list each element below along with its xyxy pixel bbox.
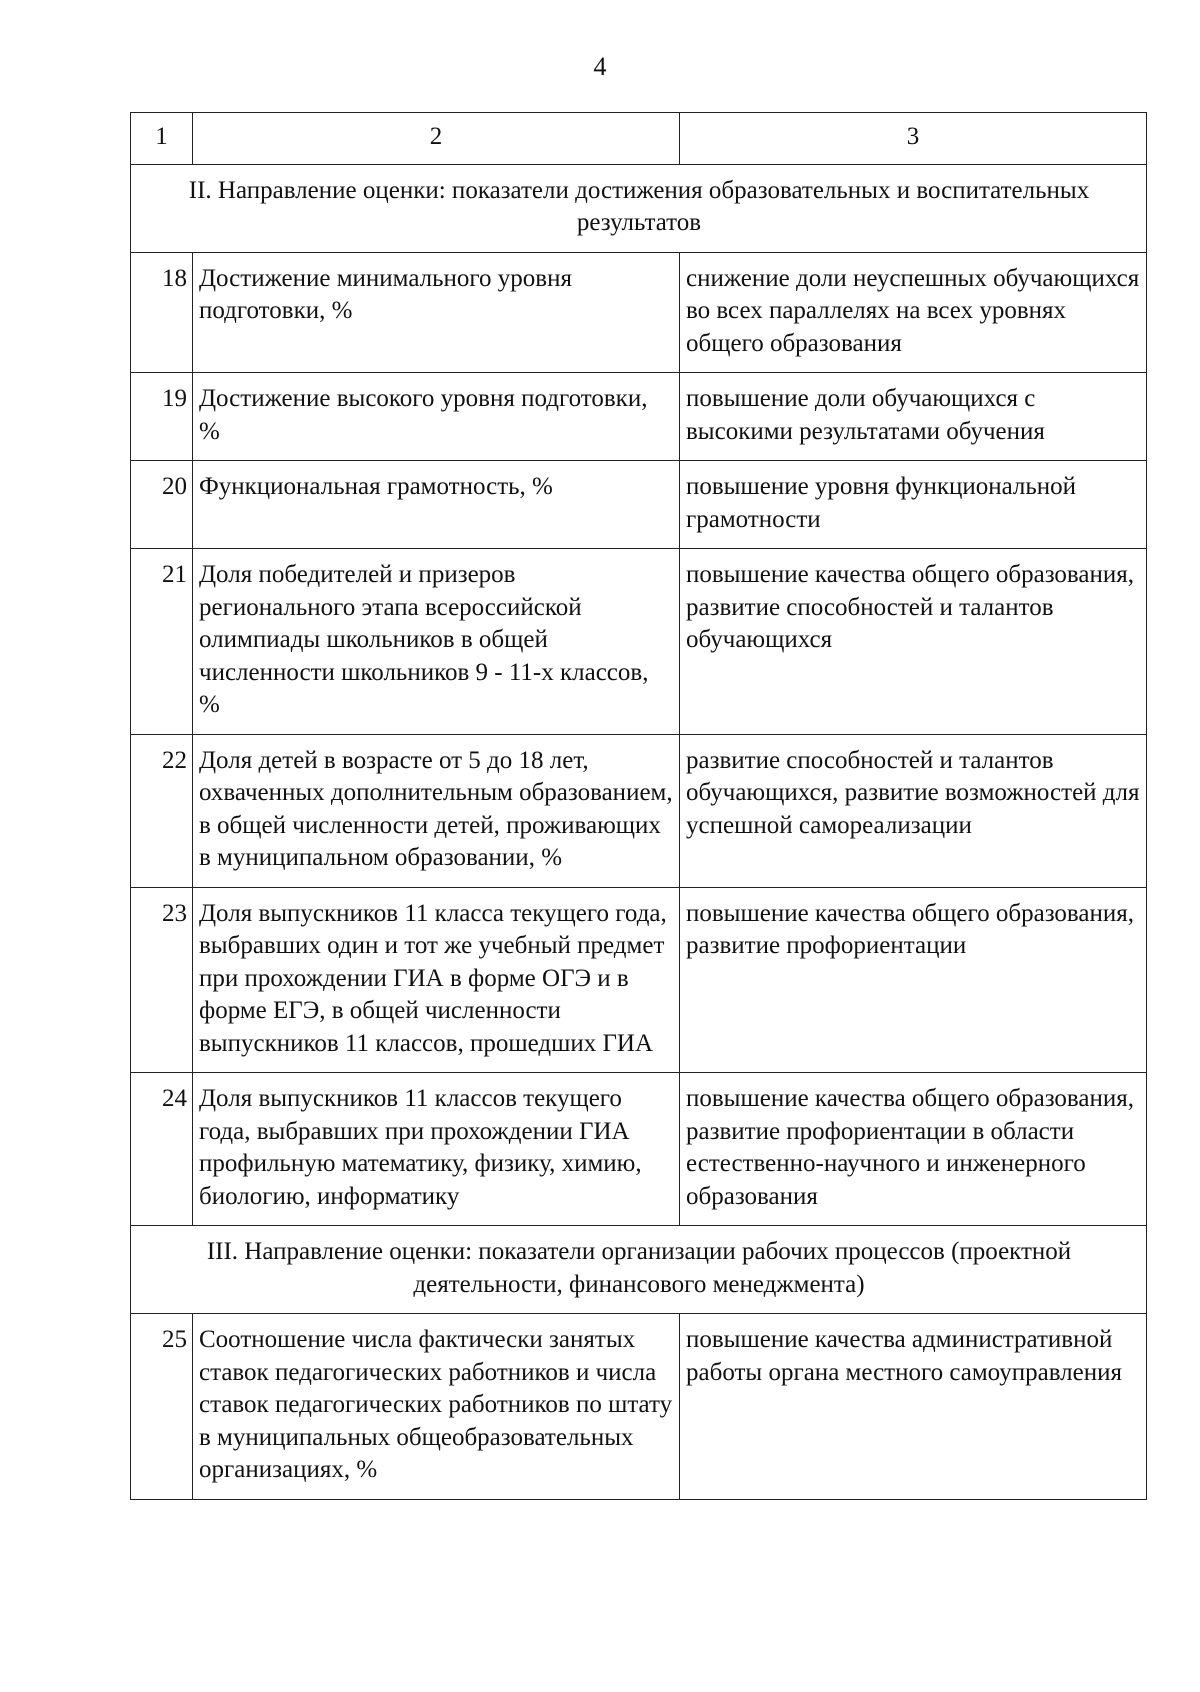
goal-cell: развитие способностей и талантов обучающихся, развитие возможностей для успешной самореализации xyxy=(680,734,1147,887)
goal-cell: повышение качества общего образования, развитие профориентации в области естественно-научного и инженерного образования xyxy=(680,1073,1147,1226)
table-row xyxy=(131,734,1147,887)
header-col-3: 3 xyxy=(680,113,1147,165)
indicator-cell: Доля выпускников 11 класса текущего года, выбравших один и тот же учебный предмет при прохождении ГИА в форме ОГЭ и в форме ЕГЭ, в общей численности выпускников 11 классов, прошедших ГИА xyxy=(193,887,680,1073)
table-row xyxy=(131,549,1147,735)
indicator-cell: Функциональная грамотность, % xyxy=(193,461,680,549)
table-row xyxy=(131,1314,1147,1500)
row-number: 18 xyxy=(131,252,193,373)
table-row xyxy=(131,887,1147,1073)
row-number: 20 xyxy=(131,461,193,549)
indicator-cell: Доля детей в возрасте от 5 до 18 лет, охваченных дополнительным образованием, в общей численности детей, проживающих в муниципальном образовании, % xyxy=(193,734,680,887)
row-number: 22 xyxy=(131,734,193,887)
goal-cell: повышение уровня функциональной грамотности xyxy=(680,461,1147,549)
header-col-2: 2 xyxy=(193,113,680,165)
indicator-cell: Соотношение числа фактически занятых ставок педагогических работников и числа ставок педагогических работников по штату в муниципальных общеобразовательных организациях, % xyxy=(193,1314,680,1500)
goal-cell: повышение качества административной работы органа местного самоуправления xyxy=(680,1314,1147,1500)
goal-cell: повышение качества общего образования, развитие профориентации xyxy=(680,887,1147,1073)
table-header-row xyxy=(131,113,1147,165)
section-3-title: III. Направление оценки: показатели организации рабочих процессов (проектной деятельности, финансового менеджмента) xyxy=(131,1226,1147,1314)
section-header-row xyxy=(131,1226,1147,1314)
indicator-cell: Достижение высокого уровня подготовки, % xyxy=(193,373,680,461)
row-number: 24 xyxy=(131,1073,193,1226)
row-number: 19 xyxy=(131,373,193,461)
row-number: 25 xyxy=(131,1314,193,1500)
header-col-1: 1 xyxy=(131,113,193,165)
section-2-title: II. Направление оценки: показатели достижения образовательных и воспитательных результатов xyxy=(131,164,1147,252)
goal-cell: повышение качества общего образования, развитие способностей и талантов обучающихся xyxy=(680,549,1147,735)
table-row xyxy=(131,373,1147,461)
indicator-cell: Доля победителей и призеров регионального этапа всероссийской олимпиады школьников в общей численности школьников 9 - 11-х классов, % xyxy=(193,549,680,735)
goal-cell: повышение доли обучающихся с высокими результатами обучения xyxy=(680,373,1147,461)
table-row xyxy=(131,252,1147,373)
indicator-cell: Достижение минимального уровня подготовки, % xyxy=(193,252,680,373)
page-number: 4 xyxy=(593,52,607,81)
row-number: 23 xyxy=(131,887,193,1073)
goal-cell: снижение доли неуспешных обучающихся во всех параллелях на всех уровнях общего образования xyxy=(680,252,1147,373)
section-header-row xyxy=(131,164,1147,252)
indicator-cell: Доля выпускников 11 классов текущего года, выбравших при прохождении ГИА профильную математику, физику, химию, биологию, информатику xyxy=(193,1073,680,1226)
table-row xyxy=(131,1073,1147,1226)
indicators-table xyxy=(130,112,1147,1500)
row-number: 21 xyxy=(131,549,193,735)
table-row xyxy=(131,461,1147,549)
